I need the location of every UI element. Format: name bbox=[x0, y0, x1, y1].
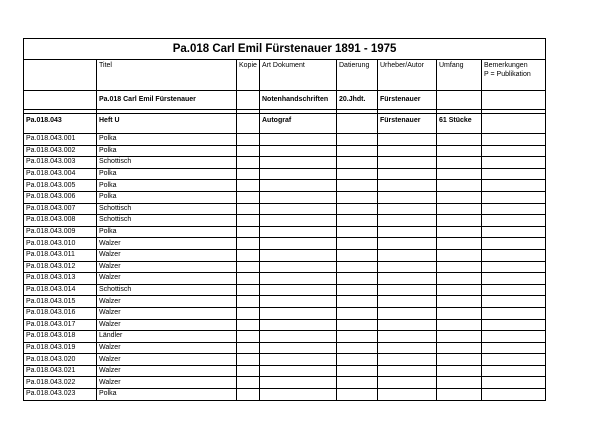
item-id: Pa.018.043.021 bbox=[24, 365, 97, 377]
item-kopie bbox=[237, 226, 260, 238]
item-kopie bbox=[237, 261, 260, 273]
item-urheber bbox=[378, 354, 437, 366]
item-bemerkungen bbox=[482, 134, 546, 146]
item-titel: Schottisch bbox=[97, 157, 237, 169]
item-kopie bbox=[237, 354, 260, 366]
table-row bbox=[24, 134, 546, 146]
item-kopie bbox=[237, 203, 260, 215]
item-bemerkungen bbox=[482, 307, 546, 319]
table-row bbox=[24, 168, 546, 180]
item-titel: Ländler bbox=[97, 331, 237, 343]
item-kopie bbox=[237, 377, 260, 389]
item-art bbox=[260, 203, 337, 215]
table-row bbox=[24, 365, 546, 377]
document-title: Pa.018 Carl Emil Fürstenauer 1891 - 1975 bbox=[24, 39, 546, 60]
item-bemerkungen bbox=[482, 284, 546, 296]
header-bemerkungen bbox=[482, 60, 546, 91]
item-id: Pa.018.043.007 bbox=[24, 203, 97, 215]
item-art bbox=[260, 296, 337, 308]
item-kopie bbox=[237, 191, 260, 203]
item-id: Pa.018.043.015 bbox=[24, 296, 97, 308]
group-titel: Heft U bbox=[97, 114, 237, 134]
header-row bbox=[24, 60, 546, 91]
item-umfang bbox=[437, 249, 482, 261]
item-art bbox=[260, 226, 337, 238]
item-umfang bbox=[437, 389, 482, 401]
item-datierung bbox=[337, 238, 378, 250]
title-row bbox=[24, 39, 546, 60]
item-urheber bbox=[378, 203, 437, 215]
item-art bbox=[260, 238, 337, 250]
item-datierung bbox=[337, 354, 378, 366]
item-bemerkungen bbox=[482, 319, 546, 331]
item-bemerkungen bbox=[482, 249, 546, 261]
header-id bbox=[24, 60, 97, 91]
group-art: Autograf bbox=[260, 114, 337, 134]
item-urheber bbox=[378, 365, 437, 377]
item-umfang bbox=[437, 261, 482, 273]
item-titel: Walzer bbox=[97, 319, 237, 331]
item-urheber bbox=[378, 377, 437, 389]
item-id: Pa.018.043.017 bbox=[24, 319, 97, 331]
item-kopie bbox=[237, 145, 260, 157]
item-bemerkungen bbox=[482, 377, 546, 389]
item-art bbox=[260, 157, 337, 169]
item-kopie bbox=[237, 249, 260, 261]
item-art bbox=[260, 354, 337, 366]
item-urheber bbox=[378, 296, 437, 308]
item-umfang bbox=[437, 168, 482, 180]
header-bemerkungen-line2: P = Publikation bbox=[484, 71, 531, 78]
item-titel: Walzer bbox=[97, 342, 237, 354]
item-titel: Schottisch bbox=[97, 284, 237, 296]
item-art bbox=[260, 261, 337, 273]
item-urheber bbox=[378, 134, 437, 146]
table-row bbox=[24, 261, 546, 273]
item-kopie bbox=[237, 331, 260, 343]
item-art bbox=[260, 342, 337, 354]
item-art bbox=[260, 145, 337, 157]
item-umfang bbox=[437, 134, 482, 146]
item-umfang bbox=[437, 191, 482, 203]
item-urheber bbox=[378, 157, 437, 169]
item-umfang bbox=[437, 331, 482, 343]
header-bemerkungen-line1: Bemerkungen bbox=[484, 62, 528, 69]
item-urheber bbox=[378, 180, 437, 192]
item-kopie bbox=[237, 284, 260, 296]
item-bemerkungen bbox=[482, 389, 546, 401]
item-id: Pa.018.043.020 bbox=[24, 354, 97, 366]
item-datierung bbox=[337, 365, 378, 377]
item-urheber bbox=[378, 215, 437, 227]
group-bemerkungen bbox=[482, 114, 546, 134]
item-titel: Walzer bbox=[97, 354, 237, 366]
item-umfang bbox=[437, 365, 482, 377]
table-row bbox=[24, 342, 546, 354]
item-id: Pa.018.043.001 bbox=[24, 134, 97, 146]
item-kopie bbox=[237, 180, 260, 192]
item-art bbox=[260, 365, 337, 377]
item-umfang bbox=[437, 284, 482, 296]
item-datierung bbox=[337, 168, 378, 180]
item-datierung bbox=[337, 261, 378, 273]
item-titel: Polka bbox=[97, 134, 237, 146]
table-row bbox=[24, 226, 546, 238]
table-row bbox=[24, 273, 546, 285]
item-kopie bbox=[237, 215, 260, 227]
header-art: Art Dokument bbox=[260, 60, 337, 91]
item-datierung bbox=[337, 296, 378, 308]
item-kopie bbox=[237, 296, 260, 308]
collection-kopie bbox=[237, 91, 260, 110]
item-urheber bbox=[378, 238, 437, 250]
item-umfang bbox=[437, 145, 482, 157]
table-row bbox=[24, 249, 546, 261]
item-id: Pa.018.043.013 bbox=[24, 273, 97, 285]
table-row bbox=[24, 157, 546, 169]
item-umfang bbox=[437, 157, 482, 169]
item-urheber bbox=[378, 307, 437, 319]
item-titel: Walzer bbox=[97, 296, 237, 308]
collection-titel: Pa.018 Carl Emil Fürstenauer bbox=[97, 91, 237, 110]
item-bemerkungen bbox=[482, 331, 546, 343]
item-umfang bbox=[437, 342, 482, 354]
group-row bbox=[24, 114, 546, 134]
item-titel: Walzer bbox=[97, 238, 237, 250]
item-id: Pa.018.043.016 bbox=[24, 307, 97, 319]
item-id: Pa.018.043.023 bbox=[24, 389, 97, 401]
header-urheber: Urheber/Autor bbox=[378, 60, 437, 91]
item-kopie bbox=[237, 319, 260, 331]
item-titel: Polka bbox=[97, 191, 237, 203]
item-datierung bbox=[337, 389, 378, 401]
item-art bbox=[260, 249, 337, 261]
item-id: Pa.018.043.004 bbox=[24, 168, 97, 180]
item-id: Pa.018.043.006 bbox=[24, 191, 97, 203]
group-id: Pa.018.043 bbox=[24, 114, 97, 134]
item-urheber bbox=[378, 261, 437, 273]
item-datierung bbox=[337, 226, 378, 238]
item-datierung bbox=[337, 284, 378, 296]
collection-umfang bbox=[437, 91, 482, 110]
item-art bbox=[260, 331, 337, 343]
item-titel: Walzer bbox=[97, 365, 237, 377]
collection-urheber: Fürstenauer bbox=[378, 91, 437, 110]
item-titel: Walzer bbox=[97, 273, 237, 285]
item-umfang bbox=[437, 319, 482, 331]
item-titel: Polka bbox=[97, 226, 237, 238]
item-urheber bbox=[378, 319, 437, 331]
item-umfang bbox=[437, 203, 482, 215]
table-row bbox=[24, 238, 546, 250]
table-row bbox=[24, 284, 546, 296]
item-titel: Schottisch bbox=[97, 215, 237, 227]
item-bemerkungen bbox=[482, 296, 546, 308]
header-kopie: Kopie bbox=[237, 60, 260, 91]
item-art bbox=[260, 307, 337, 319]
table-row bbox=[24, 319, 546, 331]
collection-art: Notenhandschriften bbox=[260, 91, 337, 110]
inventory-table bbox=[23, 38, 546, 401]
table-row bbox=[24, 203, 546, 215]
item-id: Pa.018.043.009 bbox=[24, 226, 97, 238]
item-titel: Polka bbox=[97, 180, 237, 192]
item-art bbox=[260, 319, 337, 331]
item-bemerkungen bbox=[482, 238, 546, 250]
item-titel: Polka bbox=[97, 145, 237, 157]
item-titel: Walzer bbox=[97, 249, 237, 261]
table-row bbox=[24, 296, 546, 308]
item-umfang bbox=[437, 377, 482, 389]
item-titel: Polka bbox=[97, 168, 237, 180]
item-urheber bbox=[378, 145, 437, 157]
inventory-sheet bbox=[23, 38, 545, 401]
group-urheber: Fürstenauer bbox=[378, 114, 437, 134]
item-datierung bbox=[337, 342, 378, 354]
item-urheber bbox=[378, 284, 437, 296]
header-umfang: Umfang bbox=[437, 60, 482, 91]
table-row bbox=[24, 180, 546, 192]
group-datierung bbox=[337, 114, 378, 134]
item-titel: Polka bbox=[97, 389, 237, 401]
item-id: Pa.018.043.019 bbox=[24, 342, 97, 354]
collection-id bbox=[24, 91, 97, 110]
item-kopie bbox=[237, 307, 260, 319]
item-bemerkungen bbox=[482, 342, 546, 354]
item-urheber bbox=[378, 249, 437, 261]
item-bemerkungen bbox=[482, 261, 546, 273]
item-art bbox=[260, 377, 337, 389]
item-id: Pa.018.043.002 bbox=[24, 145, 97, 157]
item-bemerkungen bbox=[482, 226, 546, 238]
item-urheber bbox=[378, 273, 437, 285]
item-bemerkungen bbox=[482, 273, 546, 285]
header-titel: Titel bbox=[97, 60, 237, 91]
item-id: Pa.018.043.012 bbox=[24, 261, 97, 273]
item-urheber bbox=[378, 226, 437, 238]
item-kopie bbox=[237, 342, 260, 354]
item-id: Pa.018.043.003 bbox=[24, 157, 97, 169]
item-umfang bbox=[437, 307, 482, 319]
item-kopie bbox=[237, 168, 260, 180]
item-umfang bbox=[437, 215, 482, 227]
header-datierung: Datierung bbox=[337, 60, 378, 91]
table-row bbox=[24, 145, 546, 157]
group-kopie bbox=[237, 114, 260, 134]
item-titel: Walzer bbox=[97, 307, 237, 319]
table-row bbox=[24, 354, 546, 366]
table-row bbox=[24, 377, 546, 389]
item-datierung bbox=[337, 180, 378, 192]
collection-datierung: 20.Jhdt. bbox=[337, 91, 378, 110]
item-datierung bbox=[337, 215, 378, 227]
item-kopie bbox=[237, 389, 260, 401]
item-art bbox=[260, 215, 337, 227]
item-id: Pa.018.043.011 bbox=[24, 249, 97, 261]
item-kopie bbox=[237, 134, 260, 146]
table-row bbox=[24, 389, 546, 401]
item-kopie bbox=[237, 365, 260, 377]
item-art bbox=[260, 273, 337, 285]
item-art bbox=[260, 134, 337, 146]
item-bemerkungen bbox=[482, 168, 546, 180]
collection-row bbox=[24, 91, 546, 110]
table-row bbox=[24, 191, 546, 203]
item-kopie bbox=[237, 273, 260, 285]
item-umfang bbox=[437, 238, 482, 250]
item-umfang bbox=[437, 226, 482, 238]
item-umfang bbox=[437, 354, 482, 366]
item-datierung bbox=[337, 134, 378, 146]
item-urheber bbox=[378, 342, 437, 354]
item-datierung bbox=[337, 203, 378, 215]
item-datierung bbox=[337, 307, 378, 319]
item-id: Pa.018.043.022 bbox=[24, 377, 97, 389]
item-bemerkungen bbox=[482, 215, 546, 227]
item-datierung bbox=[337, 331, 378, 343]
item-datierung bbox=[337, 249, 378, 261]
item-titel: Walzer bbox=[97, 261, 237, 273]
item-urheber bbox=[378, 331, 437, 343]
item-id: Pa.018.043.014 bbox=[24, 284, 97, 296]
item-datierung bbox=[337, 377, 378, 389]
item-datierung bbox=[337, 191, 378, 203]
item-umfang bbox=[437, 296, 482, 308]
item-id: Pa.018.043.010 bbox=[24, 238, 97, 250]
item-datierung bbox=[337, 319, 378, 331]
item-umfang bbox=[437, 273, 482, 285]
item-titel: Walzer bbox=[97, 377, 237, 389]
collection-bemerkungen bbox=[482, 91, 546, 110]
item-bemerkungen bbox=[482, 354, 546, 366]
item-titel: Schottisch bbox=[97, 203, 237, 215]
item-art bbox=[260, 180, 337, 192]
item-art bbox=[260, 191, 337, 203]
item-art bbox=[260, 389, 337, 401]
group-umfang: 61 Stücke bbox=[437, 114, 482, 134]
item-kopie bbox=[237, 238, 260, 250]
item-datierung bbox=[337, 157, 378, 169]
item-bemerkungen bbox=[482, 191, 546, 203]
item-urheber bbox=[378, 191, 437, 203]
item-kopie bbox=[237, 157, 260, 169]
table-row bbox=[24, 215, 546, 227]
item-id: Pa.018.043.008 bbox=[24, 215, 97, 227]
item-bemerkungen bbox=[482, 145, 546, 157]
item-urheber bbox=[378, 389, 437, 401]
table-row bbox=[24, 307, 546, 319]
item-art bbox=[260, 284, 337, 296]
item-id: Pa.018.043.005 bbox=[24, 180, 97, 192]
item-datierung bbox=[337, 273, 378, 285]
item-bemerkungen bbox=[482, 180, 546, 192]
item-bemerkungen bbox=[482, 157, 546, 169]
item-datierung bbox=[337, 145, 378, 157]
item-bemerkungen bbox=[482, 203, 546, 215]
item-umfang bbox=[437, 180, 482, 192]
item-bemerkungen bbox=[482, 365, 546, 377]
item-id: Pa.018.043.018 bbox=[24, 331, 97, 343]
item-urheber bbox=[378, 168, 437, 180]
item-art bbox=[260, 168, 337, 180]
table-row bbox=[24, 331, 546, 343]
